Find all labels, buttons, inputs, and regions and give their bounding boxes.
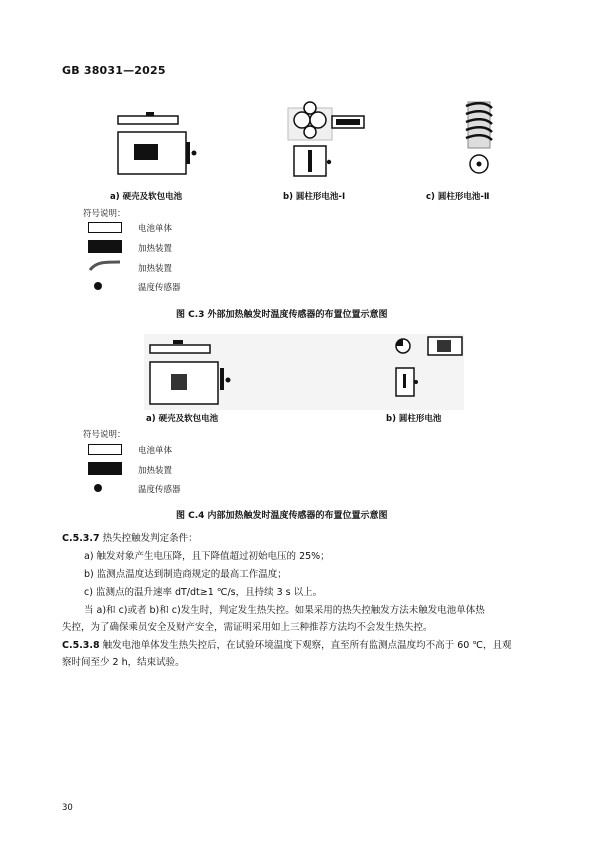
figure-c3a-diagram	[112, 110, 212, 180]
c4-legend-title: 符号说明：	[83, 430, 126, 440]
c3-legend-title: 符号说明：	[83, 209, 126, 219]
c4-legend-label-cell: 电池单体	[138, 446, 173, 456]
c4-legend-sensor-icon	[94, 484, 102, 492]
clause-c538-line-2: 察时间至少 2 h，结束试验。	[62, 657, 185, 668]
list-item-c: c) 监测点的温升速率 dT/dt≥1 ℃/s，且持续 3 s 以上。	[84, 587, 323, 598]
c4-legend-label-sensor: 温度传感器	[138, 485, 181, 495]
c3-legend-label-sensor: 温度传感器	[138, 283, 181, 293]
c3-legend-label-heater: 加热装置	[138, 244, 173, 254]
clause-c537-number: C.5.3.7	[62, 533, 100, 544]
c3-legend-heater-wire-icon	[88, 258, 122, 272]
paragraph-line-1: 当 a)和 c)或者 b)和 c)发生时，判定发生热失控。如果采用的热失控触发方法未触发电池单体热	[84, 605, 485, 616]
figure-c3c-caption: c) 圆柱形电池-Ⅱ	[426, 192, 490, 202]
standard-header: GB 38031—2025	[62, 64, 166, 77]
clause-c537	[62, 530, 198, 544]
figure-c4-title: 图 C.4 内部加热触发时温度传感器的布置位置示意图	[176, 511, 388, 521]
c3a-sensor	[192, 151, 197, 156]
c3-legend-label-heater-wire: 加热装置	[138, 264, 173, 274]
figure-c3a-caption: a) 硬壳及软包电池	[110, 192, 183, 202]
c3a-top-cell	[118, 116, 178, 124]
c4-legend-heater-icon	[88, 462, 122, 475]
c3-legend-cell-icon	[88, 222, 122, 233]
figure-c3b-diagram	[282, 100, 372, 190]
clause-c538-line-1: 触发电池单体发生热失控后，在试验环境温度下观察，直至所有监测点温度均不高于 60 ℃，且观	[102, 640, 512, 651]
figure-c4b-caption: b) 圆柱形电池	[386, 414, 442, 424]
figure-c4b-diagram	[394, 334, 464, 406]
c3a-side-heater	[186, 142, 190, 164]
c4-legend-label-heater: 加热装置	[138, 466, 173, 476]
figure-c3b-caption: b) 圆柱形电池-Ⅰ	[283, 192, 346, 202]
c4-legend-cell-icon	[88, 444, 122, 455]
c3a-top-sensor	[146, 112, 154, 116]
list-item-a: a) 触发对象产生电压降，且下降值超过初始电压的 25%；	[84, 551, 330, 562]
c3a-heater	[134, 144, 158, 160]
clause-c538-number: C.5.3.8	[62, 640, 100, 651]
c3-legend-label-cell: 电池单体	[138, 224, 173, 234]
figure-c3c-diagram	[456, 98, 506, 180]
c3-legend-heater-icon	[88, 240, 122, 253]
clause-c538	[62, 637, 511, 651]
c3-legend-sensor-icon	[94, 282, 102, 290]
clause-c537-title: 热失控触发判定条件：	[102, 533, 198, 544]
figure-c3-title: 图 C.3 外部加热触发时温度传感器的布置位置示意图	[176, 310, 388, 320]
list-item-b: b) 监测点温度达到制造商规定的最高工作温度；	[84, 569, 287, 580]
paragraph-line-2: 失控，为了确保乘员安全及财产安全，需证明采用如上三种推荐方法均不会发生热失控。	[62, 622, 433, 633]
figure-c4a-diagram	[146, 336, 246, 408]
figure-c4a-caption: a) 硬壳及软包电池	[146, 414, 219, 424]
page-number: 30	[62, 803, 73, 813]
